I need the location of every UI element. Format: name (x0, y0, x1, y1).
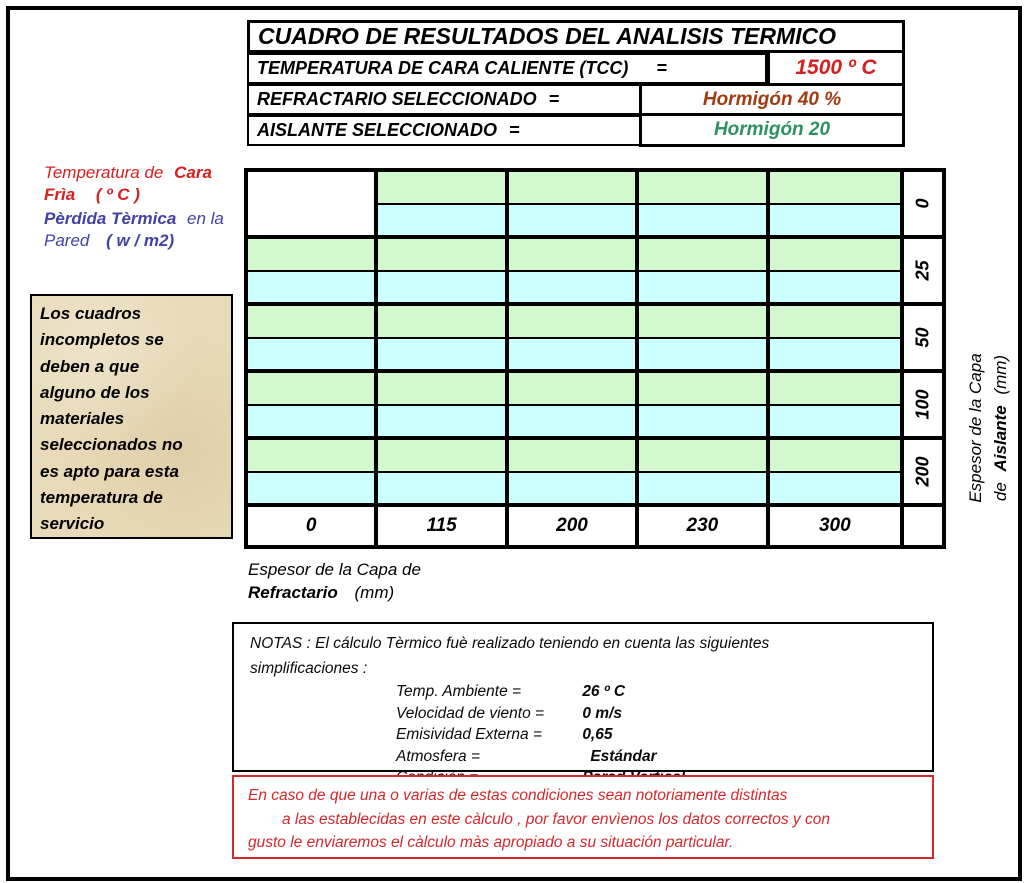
y-axis-caption-bold: Aislante (991, 405, 1010, 472)
result-cell-temp[interactable] (378, 306, 508, 339)
x-axis-tick-label: 115 (378, 507, 508, 545)
tcc-label-row (247, 53, 767, 84)
y-axis-tick-label: 25 (912, 260, 933, 281)
nota-item-emissivity (396, 724, 932, 746)
refractario-label-row (247, 84, 641, 115)
nota-item-wind-speed (396, 703, 932, 725)
result-cell-temp[interactable] (509, 306, 639, 339)
result-cell-temp[interactable] (770, 373, 900, 406)
note-line: seleccionados no (40, 435, 183, 455)
nota-value: Estándar (590, 747, 657, 765)
aislante-equals: = (509, 120, 520, 140)
refractario-label: REFRACTARIO SELECCIONADO (257, 89, 537, 109)
result-cell-temp[interactable] (378, 239, 508, 272)
result-cell-temp[interactable] (770, 239, 900, 272)
y-axis-caption-line1: Espesor de la Capa (966, 353, 985, 503)
aislante-label-row (247, 115, 641, 146)
nota-label: Atmosfera = (396, 747, 480, 765)
result-cell-temp[interactable] (509, 239, 639, 272)
nota-value: 26 º C (582, 683, 626, 700)
result-cell-loss[interactable] (639, 406, 769, 440)
result-cell-loss[interactable] (770, 406, 900, 440)
footer-warning-box (232, 775, 934, 859)
refractario-value: Hormigón 40 % (702, 88, 842, 110)
blank-cell[interactable] (248, 172, 378, 239)
legend-blue-bold: Pèrdida Tèrmica (44, 209, 177, 228)
y-axis-tick-label: 200 (912, 456, 933, 487)
result-cell-temp[interactable] (509, 172, 639, 205)
notas-intro-line2: simplificaciones : (250, 660, 368, 677)
x-axis-caption-unit: (mm) (354, 583, 395, 602)
tcc-value-cell[interactable] (767, 50, 905, 86)
result-cell-temp[interactable] (378, 440, 508, 473)
result-cell-loss[interactable] (509, 272, 639, 306)
legend-cold-face-temp (44, 162, 254, 206)
x-axis-tick-label: 0 (248, 507, 378, 545)
note-line: temperatura de (40, 488, 163, 508)
y-axis-empty-box (900, 503, 946, 549)
incomplete-tables-note (30, 294, 233, 539)
tcc-equals: = (656, 58, 667, 78)
y-axis-tick-label: 100 (912, 389, 933, 420)
note-line: deben a que (40, 356, 140, 376)
refractario-value-cell[interactable] (639, 83, 905, 116)
result-cell-loss[interactable] (248, 406, 378, 440)
legend-red-bold2: Frìa (44, 185, 76, 204)
footer-warning-line3: gusto le enviaremos el càlculo màs apropiado a su situación particular. (248, 834, 734, 851)
y-axis-tick-box (900, 369, 946, 440)
note-line: incompletos se (40, 330, 164, 350)
aislante-value-cell[interactable] (639, 113, 905, 147)
result-cell-temp[interactable] (639, 306, 769, 339)
nota-value: 0 m/s (582, 704, 622, 722)
result-cell-loss[interactable] (248, 473, 378, 507)
x-axis-tick-label: 200 (509, 507, 639, 545)
result-cell-temp[interactable] (639, 373, 769, 406)
notas-intro-line1: NOTAS : El cálculo Tèrmico fuè realizado teniendo en cuenta las siguientes (250, 635, 770, 652)
y-axis-caption-pre: de (991, 482, 1010, 502)
result-cell-loss[interactable] (378, 339, 508, 373)
note-line: servicio (40, 514, 105, 534)
result-cell-temp[interactable] (248, 373, 378, 406)
y-axis-tick-box (900, 302, 946, 373)
result-cell-loss[interactable] (639, 339, 769, 373)
nota-item-ambient-temp (396, 681, 932, 703)
result-cell-temp[interactable] (378, 373, 508, 406)
result-cell-loss[interactable] (639, 205, 769, 239)
x-axis-tick-label: 300 (770, 507, 900, 545)
x-axis-tick-label: 230 (639, 507, 769, 545)
result-cell-temp[interactable] (639, 440, 769, 473)
result-cell-loss[interactable] (248, 339, 378, 373)
result-cell-temp[interactable] (770, 306, 900, 339)
results-grid (244, 168, 904, 549)
nota-label: Velocidad de viento = (396, 704, 545, 722)
footer-warning-line1: En caso de que una o varias de estas condiciones sean notoriamente distintas (248, 787, 788, 804)
tcc-label: TEMPERATURA DE CARA CALIENTE (TCC) (257, 58, 629, 78)
note-line: es apto para esta (40, 461, 179, 481)
result-cell-temp[interactable] (378, 172, 508, 205)
result-cell-loss[interactable] (378, 205, 508, 239)
legend-red-text: Temperatura de (44, 163, 164, 182)
y-axis-tick-box (900, 168, 946, 239)
result-cell-loss[interactable] (639, 473, 769, 507)
result-cell-loss[interactable] (770, 272, 900, 306)
aislante-label: AISLANTE SELECCIONADO (257, 120, 498, 140)
result-cell-loss[interactable] (378, 272, 508, 306)
y-axis-caption-unit: (mm) (991, 354, 1010, 395)
legend-red-bold: Cara (174, 163, 212, 182)
y-axis-tick-label: 50 (912, 327, 933, 348)
legend-blue-text: en la (187, 209, 224, 228)
note-line: alguno de los (40, 382, 150, 402)
x-axis-caption-line1: Espesor de la Capa de (248, 560, 421, 579)
note-line: Los cuadros (40, 304, 142, 323)
y-axis-tick-box (900, 235, 946, 306)
result-cell-loss[interactable] (509, 473, 639, 507)
result-cell-loss[interactable] (509, 406, 639, 440)
result-cell-loss[interactable] (509, 205, 639, 239)
y-axis-tick-box (900, 436, 946, 507)
x-axis-caption (248, 558, 421, 604)
result-cell-temp[interactable] (509, 440, 639, 473)
legend-blue-text2: Pared (44, 231, 90, 250)
result-cell-loss[interactable] (770, 339, 900, 373)
nota-item-atmosphere (396, 746, 932, 768)
result-cell-temp[interactable] (770, 440, 900, 473)
result-cell-loss[interactable] (248, 272, 378, 306)
results-title-text: CUADRO DE RESULTADOS DEL ANALISIS TERMICO (258, 23, 836, 49)
aislante-value: Hormigón 20 (713, 119, 831, 140)
nota-value: 0,65 (582, 726, 613, 744)
result-cell-loss[interactable] (639, 272, 769, 306)
y-axis-tick-label: 0 (912, 198, 933, 209)
nota-label: Temp. Ambiente = (396, 683, 522, 700)
legend-red-unit: ( º C ) (95, 185, 140, 204)
legend-heat-loss (44, 208, 254, 252)
result-cell-temp[interactable] (639, 239, 769, 272)
y-axis-caption (963, 353, 1013, 502)
result-cell-loss[interactable] (378, 473, 508, 507)
nota-label: Emisividad Externa = (396, 726, 543, 744)
result-cell-temp[interactable] (248, 239, 378, 272)
result-cell-temp[interactable] (509, 373, 639, 406)
result-cell-temp[interactable] (770, 172, 900, 205)
result-cell-temp[interactable] (248, 440, 378, 473)
results-title (247, 20, 905, 53)
note-line: materiales (40, 409, 125, 429)
refractario-equals: = (548, 89, 560, 109)
result-cell-loss[interactable] (770, 205, 900, 239)
result-cell-loss[interactable] (509, 339, 639, 373)
tcc-value: 1500 º C (795, 56, 877, 79)
result-cell-loss[interactable] (378, 406, 508, 440)
result-cell-loss[interactable] (770, 473, 900, 507)
result-cell-temp[interactable] (639, 172, 769, 205)
notas-box (232, 622, 934, 772)
x-axis-caption-bold: Refractario (248, 583, 338, 602)
result-cell-temp[interactable] (248, 306, 378, 339)
legend-blue-unit: ( w / m2) (106, 231, 175, 250)
footer-warning-line2: a las establecidas en este càlculo , por favor envìenos los datos correctos y con (282, 810, 830, 828)
